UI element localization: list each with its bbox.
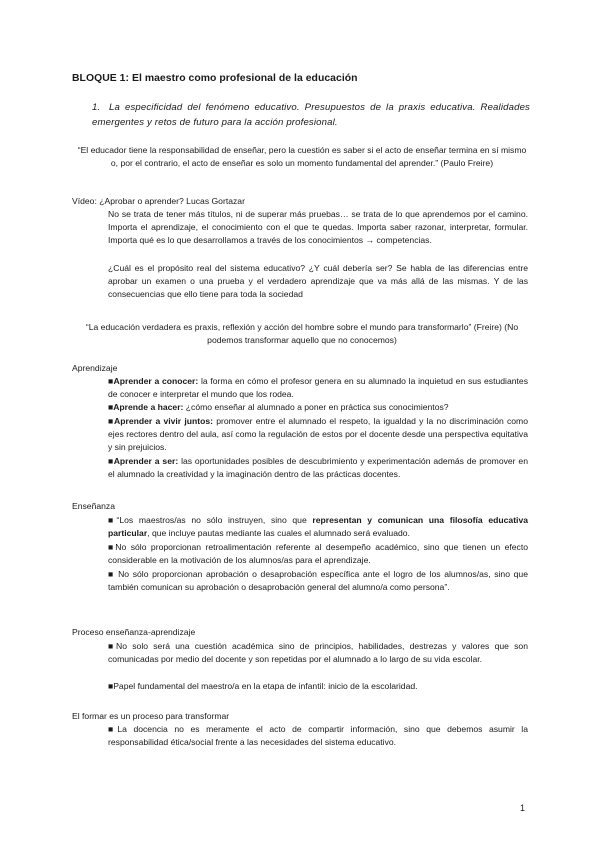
proceso-heading: Proceso enseñanza-aprendizaje [72, 627, 196, 637]
bullet-icon: ■ [108, 641, 117, 651]
ensenanza-item [108, 541, 528, 567]
item-term: Aprender a ser: [113, 456, 179, 466]
aprendizaje-item [108, 415, 528, 455]
item-term: Aprender a conocer: [113, 376, 199, 386]
aprendizaje-item [108, 375, 528, 401]
video-heading: Vídeo: ¿Aprobar o aprender? Lucas Gortazar [72, 196, 245, 206]
item-text: las oportunidades posibles de descubrimiento y experimentación además de promover en el alumnado la creatividad y la imaginación dentro de las prácticas docentes. [108, 456, 528, 480]
item-text: La docencia no es meramente el acto de compartir información, sino que debemos asumir la responsabilidad ética/social frente a las necesidades del sistema educativo. [108, 724, 528, 748]
item-text: “Los maestros/as no sólo instruyen, sino que [116, 515, 313, 525]
item-emphasis: representan y comunican una filosofía educativa particular [108, 515, 528, 539]
ensenanza-item [108, 514, 528, 540]
item-text: ¿cómo enseñar al alumnado a poner en práctica sus conocimientos? [183, 402, 449, 412]
ensenanza-heading: Enseñanza [72, 501, 116, 511]
page-number: 1 [520, 803, 526, 813]
aprendizaje-heading: Aprendizaje [72, 363, 118, 373]
ensenanza-item [108, 568, 528, 594]
item-text: , que incluye pautas mediante las cuales el alumnado será evaluado. [147, 528, 410, 539]
topic-number: 1. [92, 102, 101, 113]
proceso-item [108, 680, 528, 693]
bullet-icon: ■ [108, 416, 115, 426]
formar-heading: El formar es un proceso para transformar [72, 711, 230, 721]
bullet-icon: ■ [108, 681, 114, 691]
bullet-icon: ■ [108, 569, 115, 579]
topic-item [92, 101, 530, 130]
item-term: Aprende a hacer: [113, 402, 184, 412]
item-text: promover entre el alumnado el respeto, la igualdad y la no discriminación como ejes rectores dentro del aula, así como la regulación de estos por el docente desde una perspectiva equitativa y sin prejuicios. [108, 416, 528, 453]
item-text: No sólo proporcionan aprobación o desaprobación específica ante el logro de los alumnos/as, sino que también comunican su aprobación o desaprobación general del alumno/a como persona”. [108, 569, 528, 593]
video-paragraph-1: No se trata de tener más títulos, ni de superar más pruebas… se trata de lo que aprendemos por el camino. Importa el aprendizaje, el conocimiento con el que te quedas. Importa saber razonar, interpretar, formular. Importa qué es lo que desarrollamos a través de los conocimientos → competencias. [108, 209, 528, 246]
bullet-icon: ■ [108, 542, 116, 552]
item-text: No solo será una cuestión académica sino de principios, habilidades, destrezas y valores que son comunicadas por medio del docente y son repetidas por el alumnado a lo largo de su vida escolar. [108, 641, 528, 665]
aprendizaje-item [108, 401, 528, 414]
aprendizaje-item [108, 455, 528, 481]
freire-quote-2: “La educación verdadera es praxis, reflexión y acción del hombre sobre el mundo para transformarlo” (Freire) (No podemos transformar aquello que no conocemos) [85, 322, 519, 346]
item-term: Aprender a vivir juntos: [114, 416, 213, 426]
item-text: No sólo proporcionan retroalimentación referente al desempeño académico, sino que tienen un efecto considerable en la motivación de los alumnos/as para el aprendizaje. [108, 542, 528, 566]
bullet-icon: ■ [108, 402, 114, 412]
bullet-icon: ■ [108, 456, 114, 466]
formar-item [108, 723, 528, 749]
proceso-item [108, 640, 528, 666]
freire-quote-1: “El educador tiene la responsabilidad de enseñar, pero la cuestión es saber si el acto de enseñar termina en sí mismo o, por el contrario, el acto de enseñar es solo un momento fundamental del aprender.” (Paulo Freire) [77, 145, 527, 169]
bullet-icon: ■ [108, 724, 118, 734]
video-paragraph-2: ¿Cuál es el propósito real del sistema educativo? ¿Y cuál debería ser? Se habla de las diferencias entre aprobar un examen o una prueba y el verdadero aprendizaje que va más allá de las mismas. Y de las consecuencias que ello tiene para toda la sociedad [108, 263, 528, 300]
item-text: Papel fundamental del maestro/a en la etapa de infantil: inicio de la escolaridad. [113, 681, 418, 691]
topic-text: La especificidad del fenómeno educativo. Presupuestos de la praxis educativa. Realidades emergentes y retos de futuro para la acción profesional. [92, 102, 530, 128]
block-title: BLOQUE 1: El maestro como profesional de la educación [72, 73, 358, 84]
bullet-icon: ■ [108, 515, 117, 525]
bullet-icon: ■ [108, 376, 114, 386]
item-text: la forma en cómo el profesor genera en su alumnado la inquietud en sus estudiantes de conocer e interpretar el mundo que los rodea. [108, 376, 528, 400]
